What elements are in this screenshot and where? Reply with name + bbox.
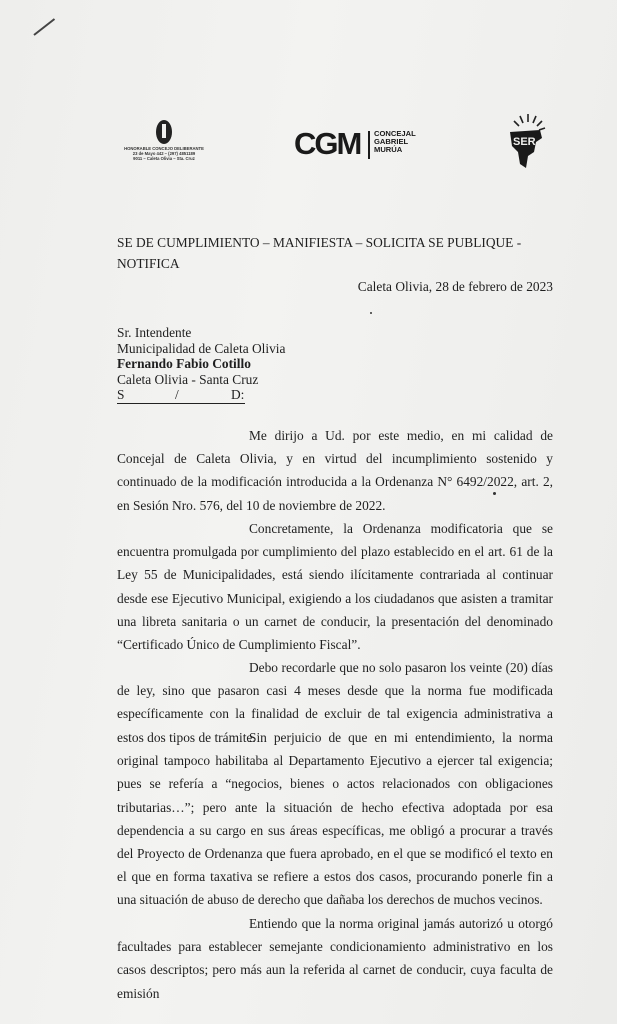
cgm-logo <box>294 128 424 162</box>
recipient-name: Fernando Fabio Cotillo <box>117 356 251 371</box>
ser-sun-map-icon <box>504 112 550 172</box>
paragraph-5-text: Entiendo que la norma original jamás autorizó u otorgó facultades para establecer semejante condicionamiento administrativo en los casos descriptos; pero más aun la referida al carnet de conducir, cuya faculta de emisión <box>117 916 553 1001</box>
cgm-sub-1: CONCEJAL <box>374 129 416 138</box>
paragraph-5 <box>117 912 553 1005</box>
paragraph-3-text: Debo recordarle que no solo pasaron los veinte (20) días de ley, sino que pasaron casi 4 meses desde que la norma fue modificada específicamente con la finalidad de excluir de tal exigencia administrativa a estos dos tipos de trámite. <box>117 660 553 745</box>
recipient-block <box>117 325 285 404</box>
ser-logo <box>504 112 550 172</box>
recipient-location: Caleta Olivia - Santa Cruz <box>117 371 259 387</box>
ink-dot <box>493 492 496 495</box>
paragraph-4-text: Sin perjuicio de que en mi entendimiento, la norma original tampoco habilitaba al Departamento Ejecutivo a ejercer tal exigencia; pues se refería a “negocios, bienes o actos relacionados con obligaciones tributarias…”; pero ante la situación de hecho efectiva adoptada por esa dependencia a su cargo en sus áreas específicas, me obligó a procurar a través del Proyecto de Ordenanza que fuera aprobado, en el que se modificó el texto en el que en forma taxativa se refiere a estos dos casos, procurando ponerle fin a una situación de abuso de derecho que dañaba los derechos de muchos vecinos. <box>117 730 553 908</box>
cgm-sub-2: GABRIEL <box>374 137 409 146</box>
concejo-deliberante-text <box>118 146 210 161</box>
cgm-sub-3: MURÚA <box>374 145 403 154</box>
pen-mark <box>33 18 55 36</box>
ink-dot <box>370 312 372 314</box>
cgm-subtitle <box>374 130 416 154</box>
lighthouse-icon <box>150 118 178 146</box>
paragraph-1-text: Me dirijo a Ud. por este medio, en mi calidad de Concejal de Caleta Olivia, y en virtud del incumplimiento sostenido y continuado de la modificación introducida a la Ordenanza N° 6492/2022, art. 2, en Sesión Nro. 576, del 10 de noviembre de 2022. <box>117 428 553 513</box>
su-despacho-line <box>117 387 245 404</box>
sd-s: S <box>117 387 125 402</box>
document-heading: SE DE CUMPLIMIENTO – MANIFIESTA – SOLICITA SE PUBLIQUE - NOTIFICA <box>117 235 522 271</box>
paragraph-2 <box>117 517 553 656</box>
paragraph-1 <box>117 424 553 517</box>
hcd-line-3: 9011 – Caleta Olivia – Sta. Cruz <box>133 156 195 161</box>
paragraph-4 <box>117 726 553 912</box>
concejo-deliberante-logo <box>118 118 210 168</box>
recipient-institution: Municipalidad de Caleta Olivia <box>117 340 286 356</box>
document-date: Caleta Olivia, 28 de febrero de 2023 <box>357 279 553 294</box>
sd-d: D: <box>231 387 245 402</box>
recipient-title: Sr. Intendente <box>117 325 192 340</box>
cgm-word: CGM <box>294 126 361 161</box>
sd-slash: / <box>175 387 179 402</box>
hcd-line-2: 23 de Mayo 442 – (297) 4851189 <box>132 151 196 156</box>
cgm-divider <box>368 131 370 159</box>
svg-text:SER: SER <box>513 136 536 148</box>
hcd-line-1: HONORABLE CONCEJO DELIBERANTE <box>124 146 204 151</box>
paragraph-2-text: Concretamente, la Ordenanza modificatoria que se encuentra promulgada por cumplimiento del plazo establecido en el art. 61 de la Ley 55 de Municipalidades, está siendo ilícitamente contrariada al continuar desde ese Ejecutivo Municipal, exigiendo a los ciudadanos que asisten a tramitar una libreta sanitaria o un carnet de conducir, la presentación del denominado “Certificado Único de Cumplimiento Fiscal”. <box>117 521 553 653</box>
